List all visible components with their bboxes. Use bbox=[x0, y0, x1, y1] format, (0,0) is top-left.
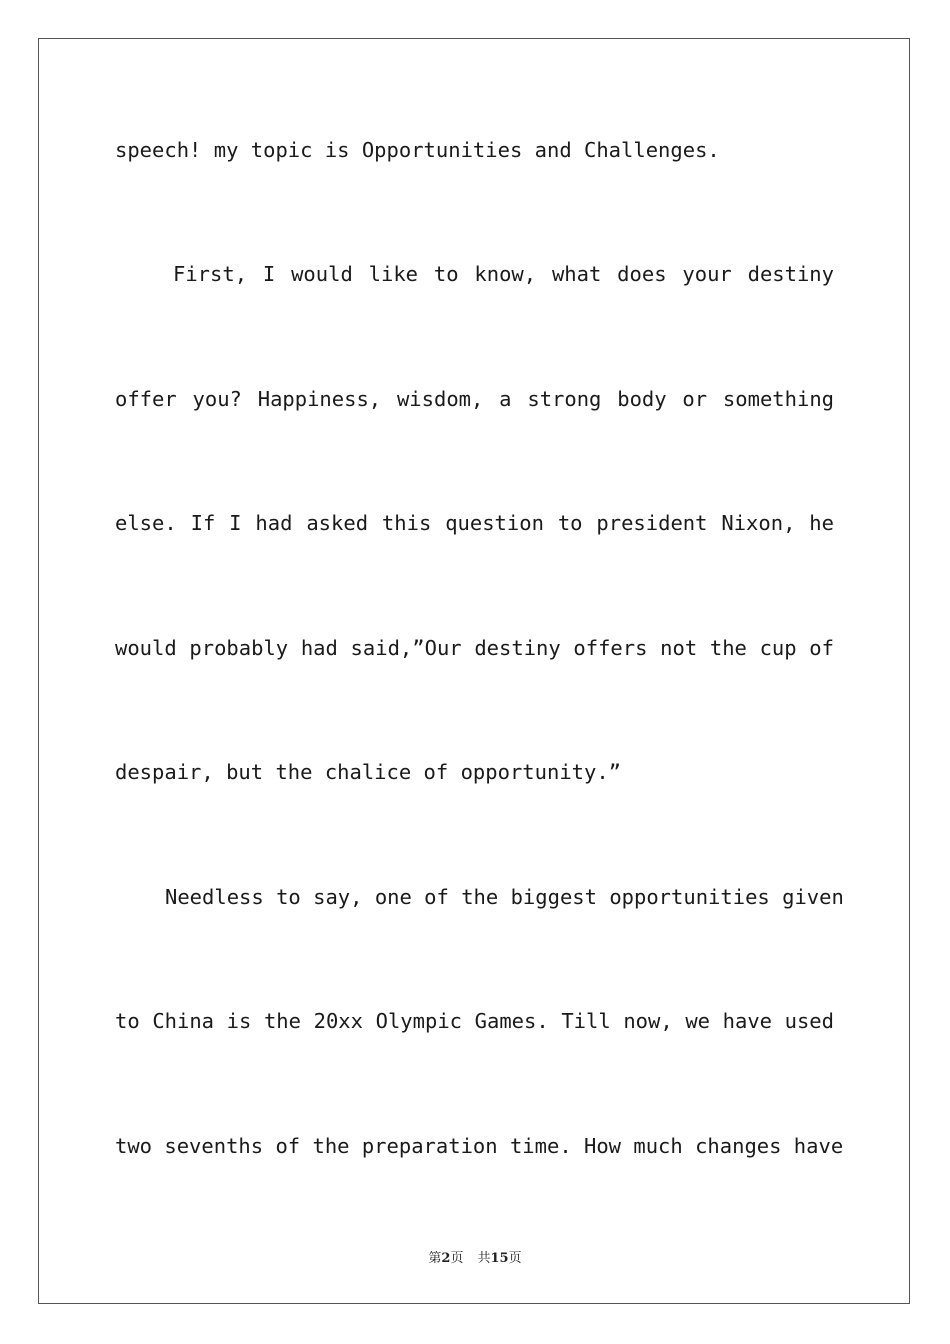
text-line-8: to China is the 20xx Olympic Games. Till now, we have used bbox=[115, 1009, 834, 1033]
total-prefix: 共 bbox=[477, 1251, 491, 1266]
page-footer bbox=[0, 1247, 950, 1266]
total-suffix: 页 bbox=[508, 1251, 522, 1266]
text-line-2: First, I would like to know, what does your destiny bbox=[173, 262, 834, 286]
page-suffix: 页 bbox=[450, 1251, 464, 1266]
text-line-3: offer you? Happiness, wisdom, a strong body or something bbox=[115, 387, 834, 411]
text-line-1: speech! my topic is Opportunities and Challenges. bbox=[115, 138, 720, 162]
page-number: 2 bbox=[441, 1251, 451, 1266]
page-frame bbox=[38, 38, 910, 1304]
text-line-7: Needless to say, one of the biggest opportunities given bbox=[165, 885, 844, 909]
text-line-5: would probably had said,”Our destiny offers not the cup of bbox=[115, 636, 834, 660]
page-prefix: 第 bbox=[428, 1251, 442, 1266]
text-line-6: despair, but the chalice of opportunity.” bbox=[115, 760, 622, 784]
total-pages: 15 bbox=[490, 1251, 509, 1266]
text-line-4: else. If I had asked this question to president Nixon, he bbox=[115, 511, 834, 535]
text-line-9: two sevenths of the preparation time. How much changes have bbox=[115, 1134, 844, 1158]
